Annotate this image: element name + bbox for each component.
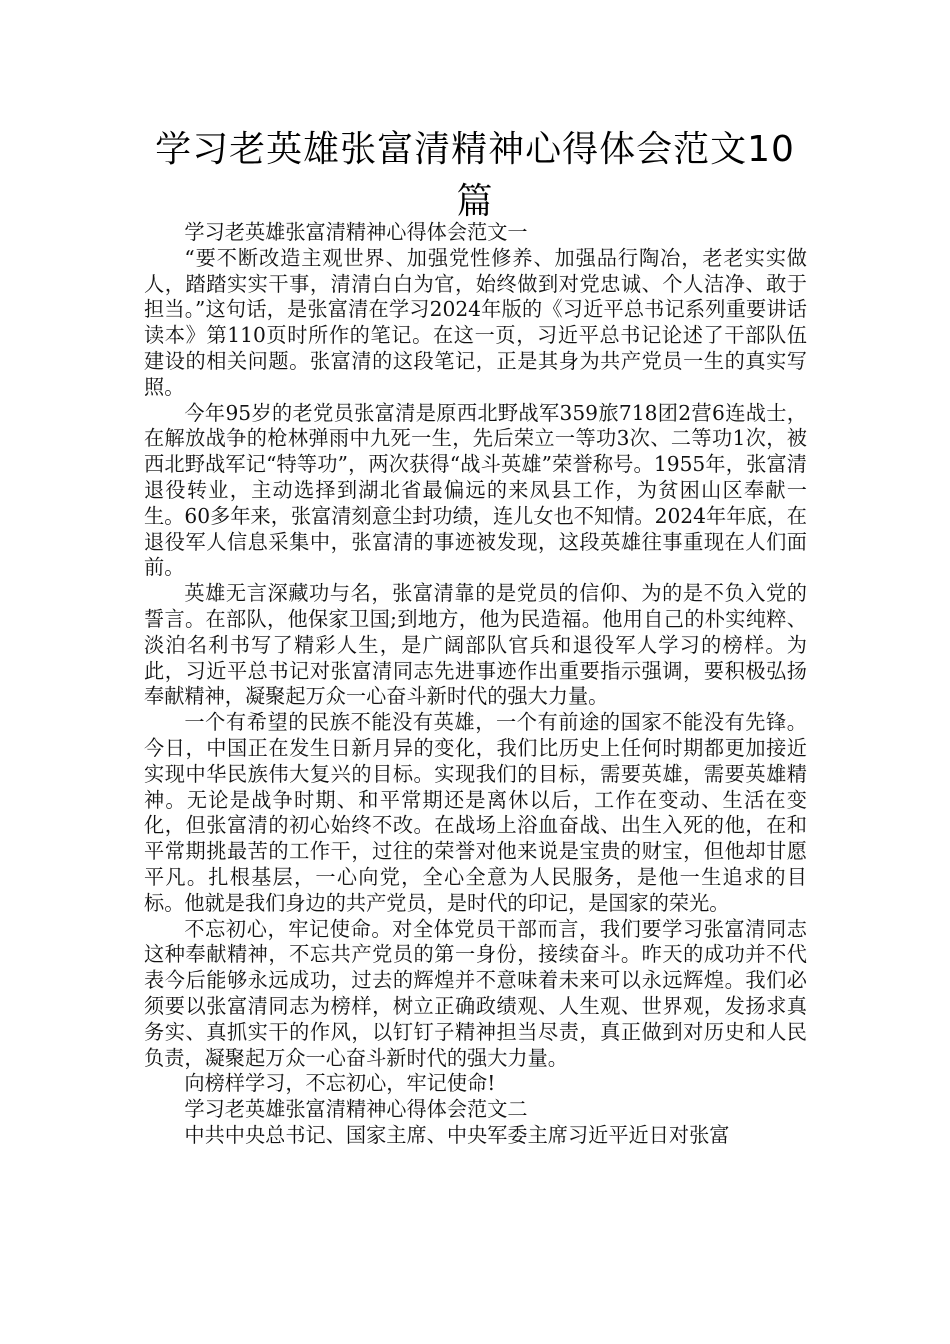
paragraph: 向榜样学习，不忘初心，牢记使命!	[184, 1071, 496, 1096]
paragraph: 中共中央总书记、国家主席、中央军委主席习近平近日对张富	[184, 1122, 730, 1147]
paragraph: “要不断改造主观世界、加强党性修养、加强品行陶冶，老老实实做人，踏踏实实干事，清清白白为官，始终做到对党忠诚、个人洁净、敢于担当。”这句话，是张富清在学习2024年版的《习近平总书记系列重要讲话读本》第110页时所作的笔记。在这一页，习近平总书记论述了干部队伍建设的相关问题。张富清的这段笔记，正是其身为共产党员一生的真实写照。	[144, 245, 807, 399]
section-heading-one: 学习老英雄张富清精神心得体会范文一	[184, 220, 528, 244]
paragraph: 今年95岁的老党员张富清是原西北野战军359旅718团2营6连战士，在解放战争的枪林弹雨中九死一生，先后荣立一等功3次、二等功1次，被西北野战军记“特等功”，两次获得“战斗英雄”荣誉称号。1955年，张富清退役转业，主动选择到湖北省最偏远的来凤县工作，为贫困山区奉献一生。60多年来，张富清刻意尘封功绩，连儿女也不知情。2024年年底，在退役军人信息采集中，张富清的事迹被发现，这段英雄往事重现在人们面前。	[144, 400, 807, 580]
paragraph: 不忘初心，牢记使命。对全体党员干部而言，我们要学习张富清同志这种奉献精神，不忘共产党员的第一身份，接续奋斗。昨天的成功并不代表今后能够永远成功，过去的辉煌并不意味着未来可以永远辉煌。我们必须要以张富清同志为榜样，树立正确政绩观、人生观、世界观，发扬求真务实、真抓实干的作风，以钉钉子精神担当尽责，真正做到对历史和人民负责，凝聚起万众一心奋斗新时代的强大力量。	[144, 916, 807, 1070]
paragraph: 英雄无言深藏功与名，张富清靠的是党员的信仰、为的是不负入党的誓言。在部队，他保家卫国;到地方，他为民造福。他用自己的朴实纯粹、淡泊名利书写了精彩人生，是广阔部队官兵和退役军人学习的榜样。为此，习近平总书记对张富清同志先进事迹作出重要指示强调，要积极弘扬奉献精神，凝聚起万众一心奋斗新时代的强大力量。	[144, 581, 807, 709]
paragraph: 一个有希望的民族不能没有英雄，一个有前途的国家不能没有先锋。今日，中国正在发生日新月异的变化，我们比历史上任何时期都更加接近实现中华民族伟大复兴的目标。实现我们的目标，需要英雄，需要英雄精神。无论是战争时期、和平常期还是离休以后，工作在变动、生活在变化，但张富清的初心始终不改。在战场上浴血奋战、出生入死的他，在和平常期挑最苦的工作干，过往的荣誉对他来说是宝贵的财宝，但他却甘愿平凡。扎根基层，一心向党，全心全意为人民服务，是他一生追求的目标。他就是我们身边的共产党员，是时代的印记，是国家的荣光。	[144, 710, 807, 915]
document-body	[144, 220, 807, 1149]
document-title: 学习老英雄张富清精神心得体会范文10篇	[155, 129, 795, 222]
section-heading-two: 学习老英雄张富清精神心得体会范文二	[184, 1097, 528, 1122]
